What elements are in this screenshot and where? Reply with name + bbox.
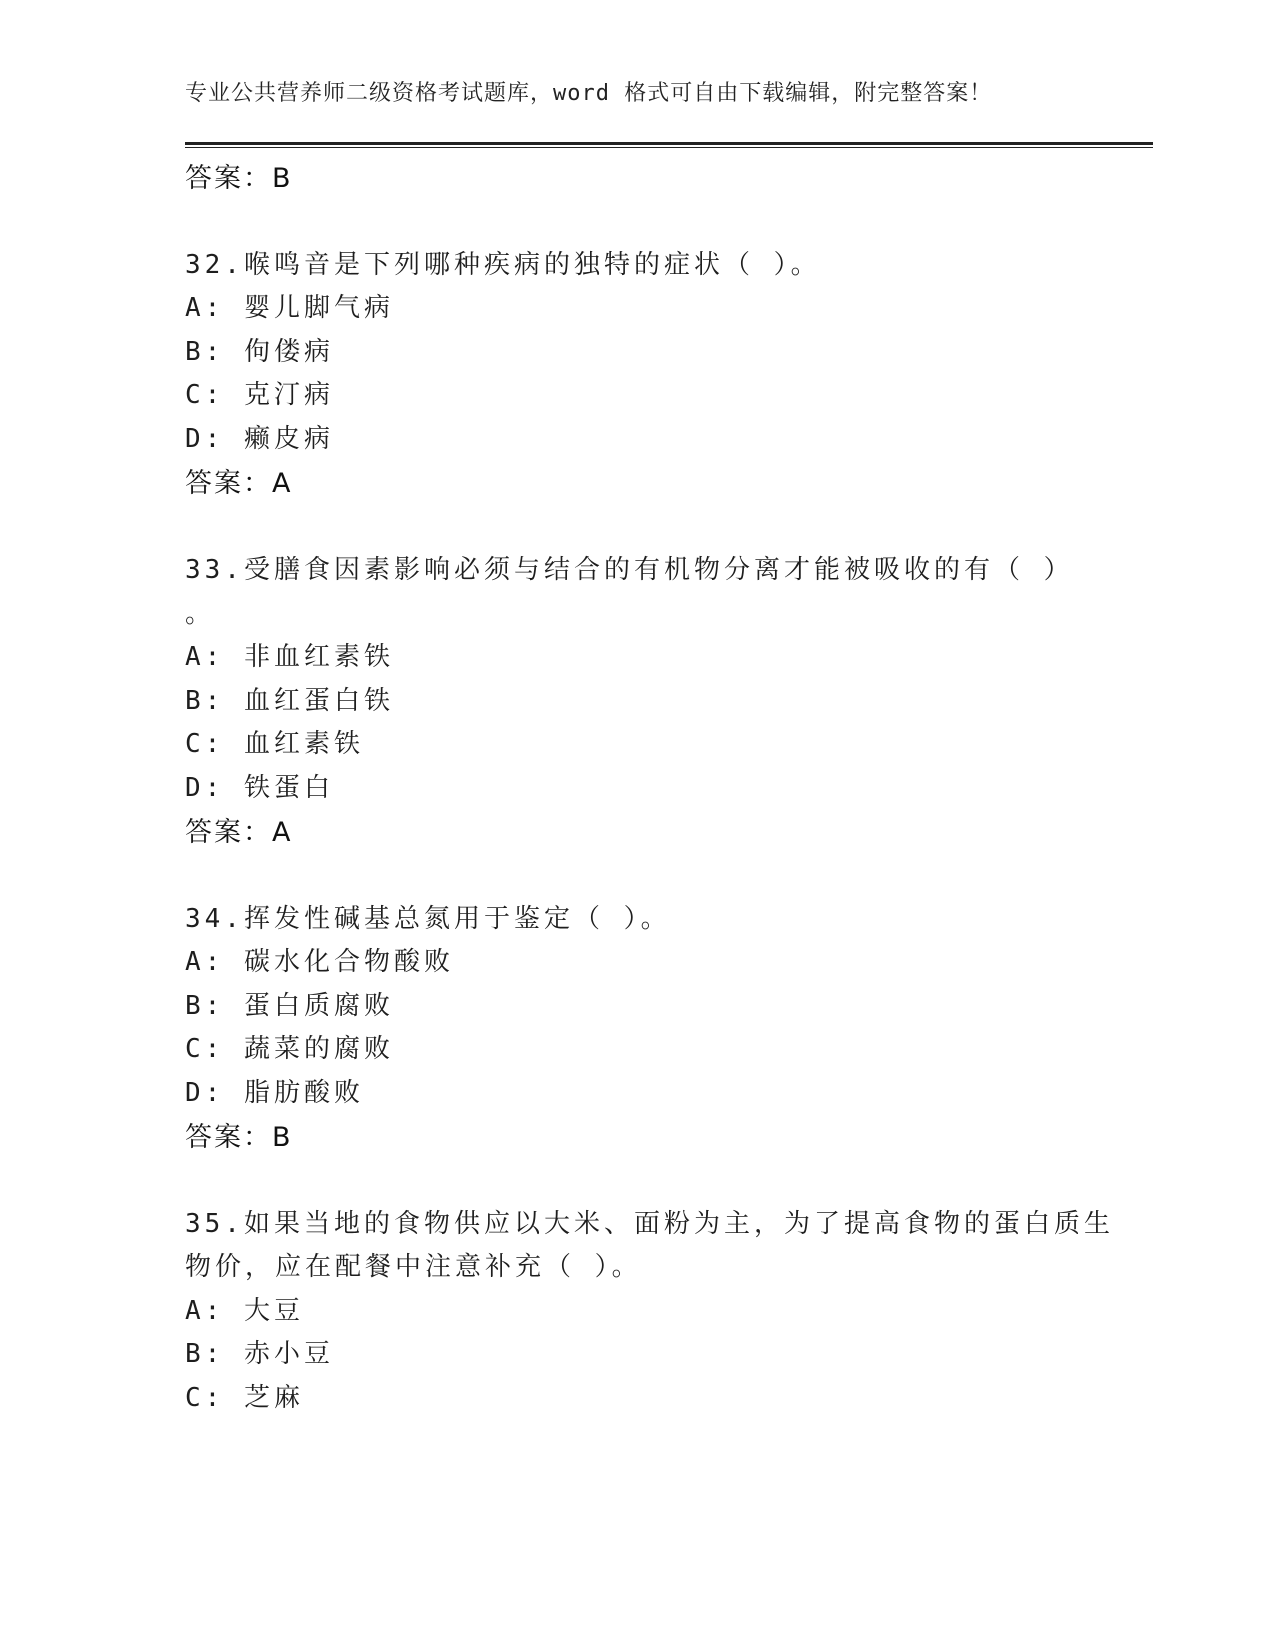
question-33-option-a: A: 非血红素铁 <box>185 642 394 672</box>
question-33-stem-line2: 。 <box>185 599 216 629</box>
question-33-option-c: C: 血红素铁 <box>185 729 364 759</box>
question-35-option-c: C: 芝麻 <box>185 1383 304 1413</box>
question-35-option-a: A: 大豆 <box>185 1296 304 1326</box>
answer-32: 答案：A <box>185 468 293 499</box>
question-34-stem: 34.挥发性碱基总氮用于鉴定（ ）。 <box>185 904 671 934</box>
page-header: 专业公共营养师二级资格考试题库，word 格式可自由下载编辑，附完整答案！ <box>185 81 993 106</box>
header-divider-thick <box>185 142 1153 145</box>
header-divider <box>185 142 1153 148</box>
question-32-option-b: B: 佝偻病 <box>185 337 334 367</box>
answer-34: 答案：B <box>185 1122 293 1153</box>
header-divider-thin <box>185 147 1153 148</box>
question-33-option-d: D: 铁蛋白 <box>185 773 334 803</box>
question-34-option-d: D: 脂肪酸败 <box>185 1078 364 1108</box>
answer-31: 答案：B <box>185 163 293 194</box>
question-34-option-b: B: 蛋白质腐败 <box>185 991 394 1021</box>
question-35-option-b: B: 赤小豆 <box>185 1339 334 1369</box>
question-32-option-c: C: 克汀病 <box>185 380 334 410</box>
question-35-stem-line1: 35.如果当地的食物供应以大米、面粉为主，为了提高食物的蛋白质生 <box>185 1209 1114 1239</box>
answer-33: 答案：A <box>185 817 293 848</box>
question-33-option-b: B: 血红蛋白铁 <box>185 686 394 716</box>
question-35-stem-line2: 物价，应在配餐中注意补充（ ）。 <box>185 1252 642 1282</box>
question-34-option-c: C: 蔬菜的腐败 <box>185 1034 394 1064</box>
question-32-option-a: A: 婴儿脚气病 <box>185 293 394 323</box>
question-34-option-a: A: 碳水化合物酸败 <box>185 947 454 977</box>
question-33-stem-line1: 33.受膳食因素影响必须与结合的有机物分离才能被吸收的有（ ） <box>185 555 1074 585</box>
question-32-option-d: D: 癞皮病 <box>185 424 334 454</box>
question-32-stem: 32.喉鸣音是下列哪种疾病的独特的症状（ ）。 <box>185 250 821 280</box>
